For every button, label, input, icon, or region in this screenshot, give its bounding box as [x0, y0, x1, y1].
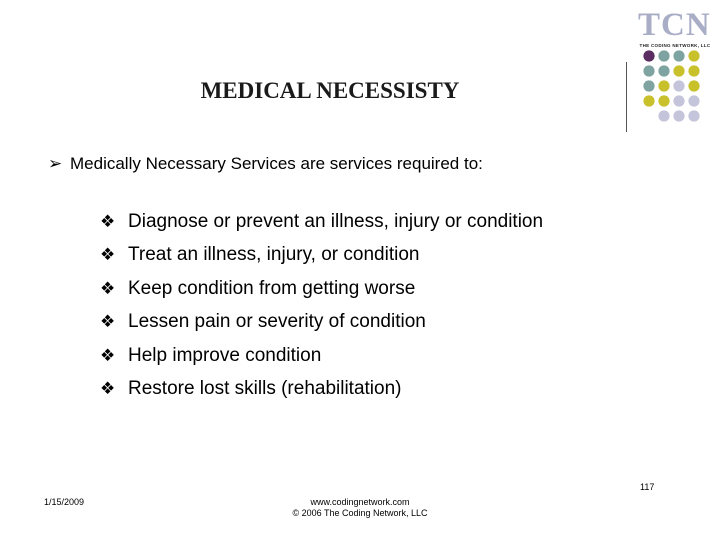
footer-date: 1/15/2009 [44, 497, 85, 507]
diamond-bullet-icon: ❖ [100, 345, 116, 365]
dot-decoration [658, 95, 669, 106]
dot-decoration [688, 50, 699, 61]
footer-credits [260, 497, 460, 519]
diamond-bullet-icon: ❖ [100, 245, 116, 265]
bullet-text: Keep condition from getting worse [128, 277, 416, 299]
list-item [100, 339, 543, 372]
logo-subtitle: THE CODING NETWORK, LLC [639, 43, 711, 48]
slide-title: MEDICAL NECESSISTY [200, 78, 460, 103]
list-item [100, 305, 543, 338]
logo-text: TCN [638, 7, 711, 43]
diamond-bullet-icon: ❖ [100, 212, 116, 231]
bullet-text: Diagnose or prevent an illness, injury or condition [128, 211, 544, 232]
diamond-bullet-icon: ❖ [100, 312, 116, 332]
dot-decoration [658, 50, 669, 61]
list-item [100, 272, 543, 305]
dot-decoration [673, 50, 684, 61]
dot-decoration [643, 65, 654, 76]
dot-decoration [658, 65, 669, 76]
arrow-bullet-icon: ➢ [48, 154, 63, 173]
dot-decoration [673, 65, 684, 76]
dot-decoration [658, 110, 669, 121]
dot-decoration [643, 50, 654, 61]
list-item [100, 238, 543, 271]
diamond-bullet-icon: ❖ [100, 278, 116, 298]
page-number: 117 [640, 482, 655, 492]
dot-decoration [688, 110, 699, 121]
dot-decoration [688, 65, 699, 76]
dot-decoration [688, 95, 699, 106]
lead-text: Medically Necessary Services are services required to: [70, 154, 483, 173]
footer-website: www.codingnetwork.com [310, 497, 410, 507]
lead-statement [48, 154, 483, 174]
bullet-text: Treat an illness, injury, or condition [128, 244, 420, 266]
diamond-bullet-icon: ❖ [100, 379, 116, 399]
bullet-list [100, 205, 543, 405]
bullet-text: Help improve condition [128, 344, 322, 366]
dot-decoration [673, 95, 684, 106]
list-item [100, 205, 543, 238]
dot-decoration [688, 80, 699, 91]
dot-decoration [673, 110, 684, 121]
bullet-text: Lessen pain or severity of condition [128, 311, 426, 333]
bullet-text: Restore lost skills (rehabilitation) [128, 378, 402, 400]
dot-decoration [658, 80, 669, 91]
dot-decoration [673, 80, 684, 91]
footer-copyright: © 2006 The Coding Network, LLC [292, 508, 428, 518]
list-item [100, 372, 543, 405]
